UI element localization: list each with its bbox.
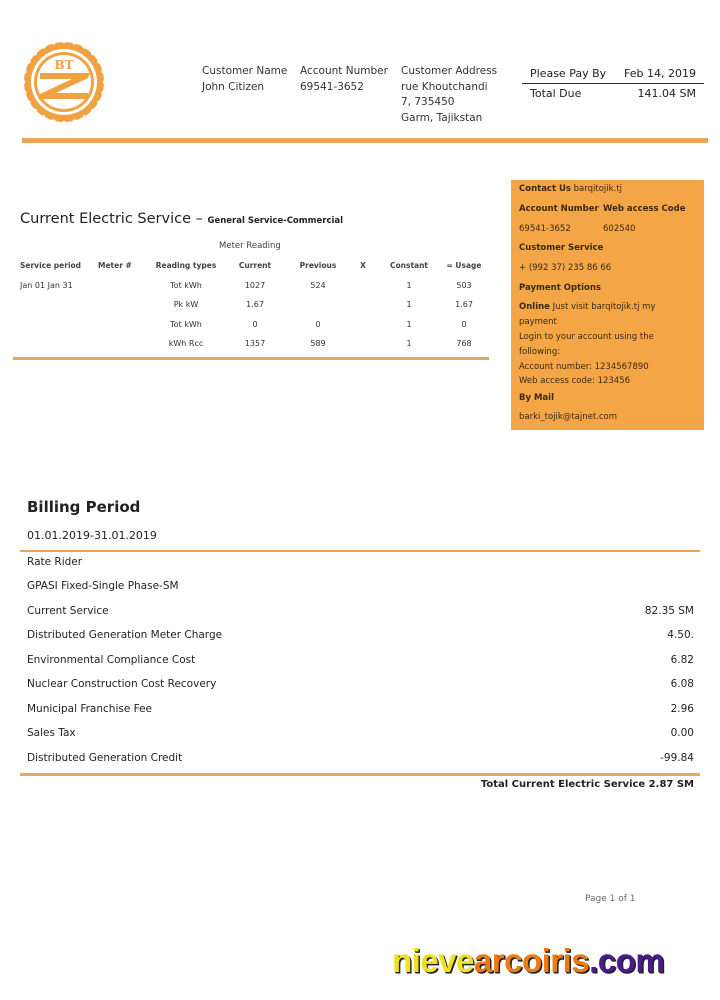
charge-value: 2.96 [670,703,694,715]
col-x: X [360,261,366,270]
reading-type: Tot kWh [170,281,202,290]
page-number: Page 1 of 1 [585,894,636,904]
charge-value: 6.82 [670,654,694,666]
gear-notch [91,51,95,55]
charge-label: Distributed Generation Meter Charge [27,629,223,641]
current-reading: 1027 [244,281,266,290]
address-line-2: 7, 735450 [401,96,455,108]
header-divider [22,138,708,143]
gear-notch [101,90,105,94]
company-logo [22,40,106,124]
usage: 1.67 [455,300,473,309]
col-service-period: Service period [20,261,82,270]
billing-title: Billing Period [27,498,141,516]
reading-type: kWh Rcc [168,339,204,348]
online-text-2: payment [519,317,557,327]
gear-notch [22,69,26,73]
customer-name: John Citizen [202,80,265,93]
contact-site[interactable]: barqitojik.tj [573,184,622,194]
service-period: Jan 01 Jan 31 [20,281,73,290]
previous-reading: 524 [310,281,326,290]
charge-label: Sales Tax [27,727,76,739]
meter-reading-caption: Meter Reading [219,241,281,251]
billing-range: 01.01.2019-31.01.2019 [27,529,157,542]
current-reading: 0 [252,320,258,329]
current-reading: 1357 [244,339,266,348]
reading-type: Tot kWh [170,320,202,329]
constant: 1 [406,281,412,290]
charge-label: Current Service [27,605,109,617]
customer-address-block [401,64,497,126]
contact-account-label: Account Number [519,204,599,214]
charge-label: Nuclear Construction Cost Recovery [27,678,217,690]
rate-rider: Rate Rider [27,556,83,568]
account-number-label: Account Number [300,65,388,77]
charge-value: -99.84 [660,752,694,764]
gear-notch [22,90,26,94]
watermark-part-3: .com [589,942,665,979]
pay-by-date: Feb 14, 2019 [624,67,696,80]
total-current-service: Total Current Electric Service 2.87 SM [480,779,694,790]
gear-notch [51,119,55,123]
logo-letter: Z [22,40,23,41]
gear-notch [33,109,37,113]
gear-notch [72,119,76,123]
col-meter: Meter # [98,261,132,270]
by-mail-label: By Mail [519,393,555,403]
online-label: Online [519,302,550,312]
gear-notch [97,59,101,63]
total-due-label: Total Due [530,87,582,100]
total-divider [20,773,700,776]
gear-notch [33,51,37,55]
watermark-part-1: nieve [392,942,474,979]
constant: 1 [406,300,412,309]
gear-notch [82,115,86,119]
plan-name: GPASI Fixed-Single Phase-SM [27,580,179,592]
previous-reading: 589 [310,339,326,348]
watermark [392,942,664,980]
billing-divider [20,550,700,552]
service-title-main: Current Electric Service – [20,211,208,227]
col-constant: Constant [389,261,429,270]
previous-reading: 0 [315,320,321,329]
charge-value: 82.35 SM [644,605,694,617]
login-text-2: following: [519,347,561,357]
col-previous: Previous [299,261,337,270]
service-subtitle: General Service-Commercial [207,216,344,226]
logo-text: BT [54,58,74,72]
web-access-label: Web access Code [603,204,686,214]
constant: 1 [406,339,412,348]
login-text: Login to your account using the [519,332,654,342]
gear-notch [41,44,45,48]
usage: 768 [456,339,472,348]
customer-name-label: Customer Name [202,65,288,77]
col-reading-types: Reading types [155,261,217,270]
gear-notch [26,59,30,63]
gear-notch [51,40,55,44]
contact-account-number: 69541-3652 [519,224,571,234]
pay-by-label: Please Pay By [530,67,607,80]
charge-value: 4.50. [667,629,694,641]
web-code-line: Web access code: 123456 [519,376,631,386]
customer-service-label: Customer Service [519,243,604,253]
address-line-1: rue Khoutchandi [401,80,488,93]
charge-label: Environmental Compliance Cost [27,654,196,666]
reading-type: Pk kW [173,300,199,309]
charge-label: Municipal Franchise Fee [27,703,153,715]
contact-label: Contact Us [519,184,571,194]
col-current: Current [238,261,272,270]
payment-options-label: Payment Options [519,283,601,293]
online-text: Just visit barqitojik.tj my [552,302,656,312]
gear-notch [91,109,95,113]
contact-email[interactable]: barki_tojik@tajnet.com [519,412,618,422]
gear-notch [72,40,76,44]
customer-name-block [202,64,287,95]
usage: 503 [456,281,472,290]
gear-notch [41,115,45,119]
web-access-code: 602540 [603,224,636,234]
gear-notch [97,100,101,104]
watermark-part-2: arcoiris [473,942,590,979]
constant: 1 [406,320,412,329]
charge-label: Distributed Generation Credit [27,752,183,764]
gear-notch [26,100,30,104]
contact-panel [511,180,704,430]
service-divider [13,357,489,360]
payment-due-box [522,67,704,100]
divider [522,83,704,84]
service-title [20,211,343,227]
charge-value: 0.00 [670,727,694,739]
customer-address-label: Customer Address [401,65,498,77]
phone-number: + (992 37) 235 86 66 [519,263,612,273]
account-number-block [300,64,388,95]
address-line-3: Garm, Tajikstan [401,111,483,124]
gear-notch [82,44,86,48]
current-reading: 1.67 [246,300,264,309]
col-usage: = Usage [446,261,482,270]
charge-value: 6.08 [670,678,694,690]
account-number: 69541-3652 [300,80,364,93]
total-due-value: 141.04 SM [637,87,696,100]
account-number-line: Account number: 1234567890 [519,362,649,372]
usage: 0 [461,320,467,329]
gear-notch [101,69,105,73]
